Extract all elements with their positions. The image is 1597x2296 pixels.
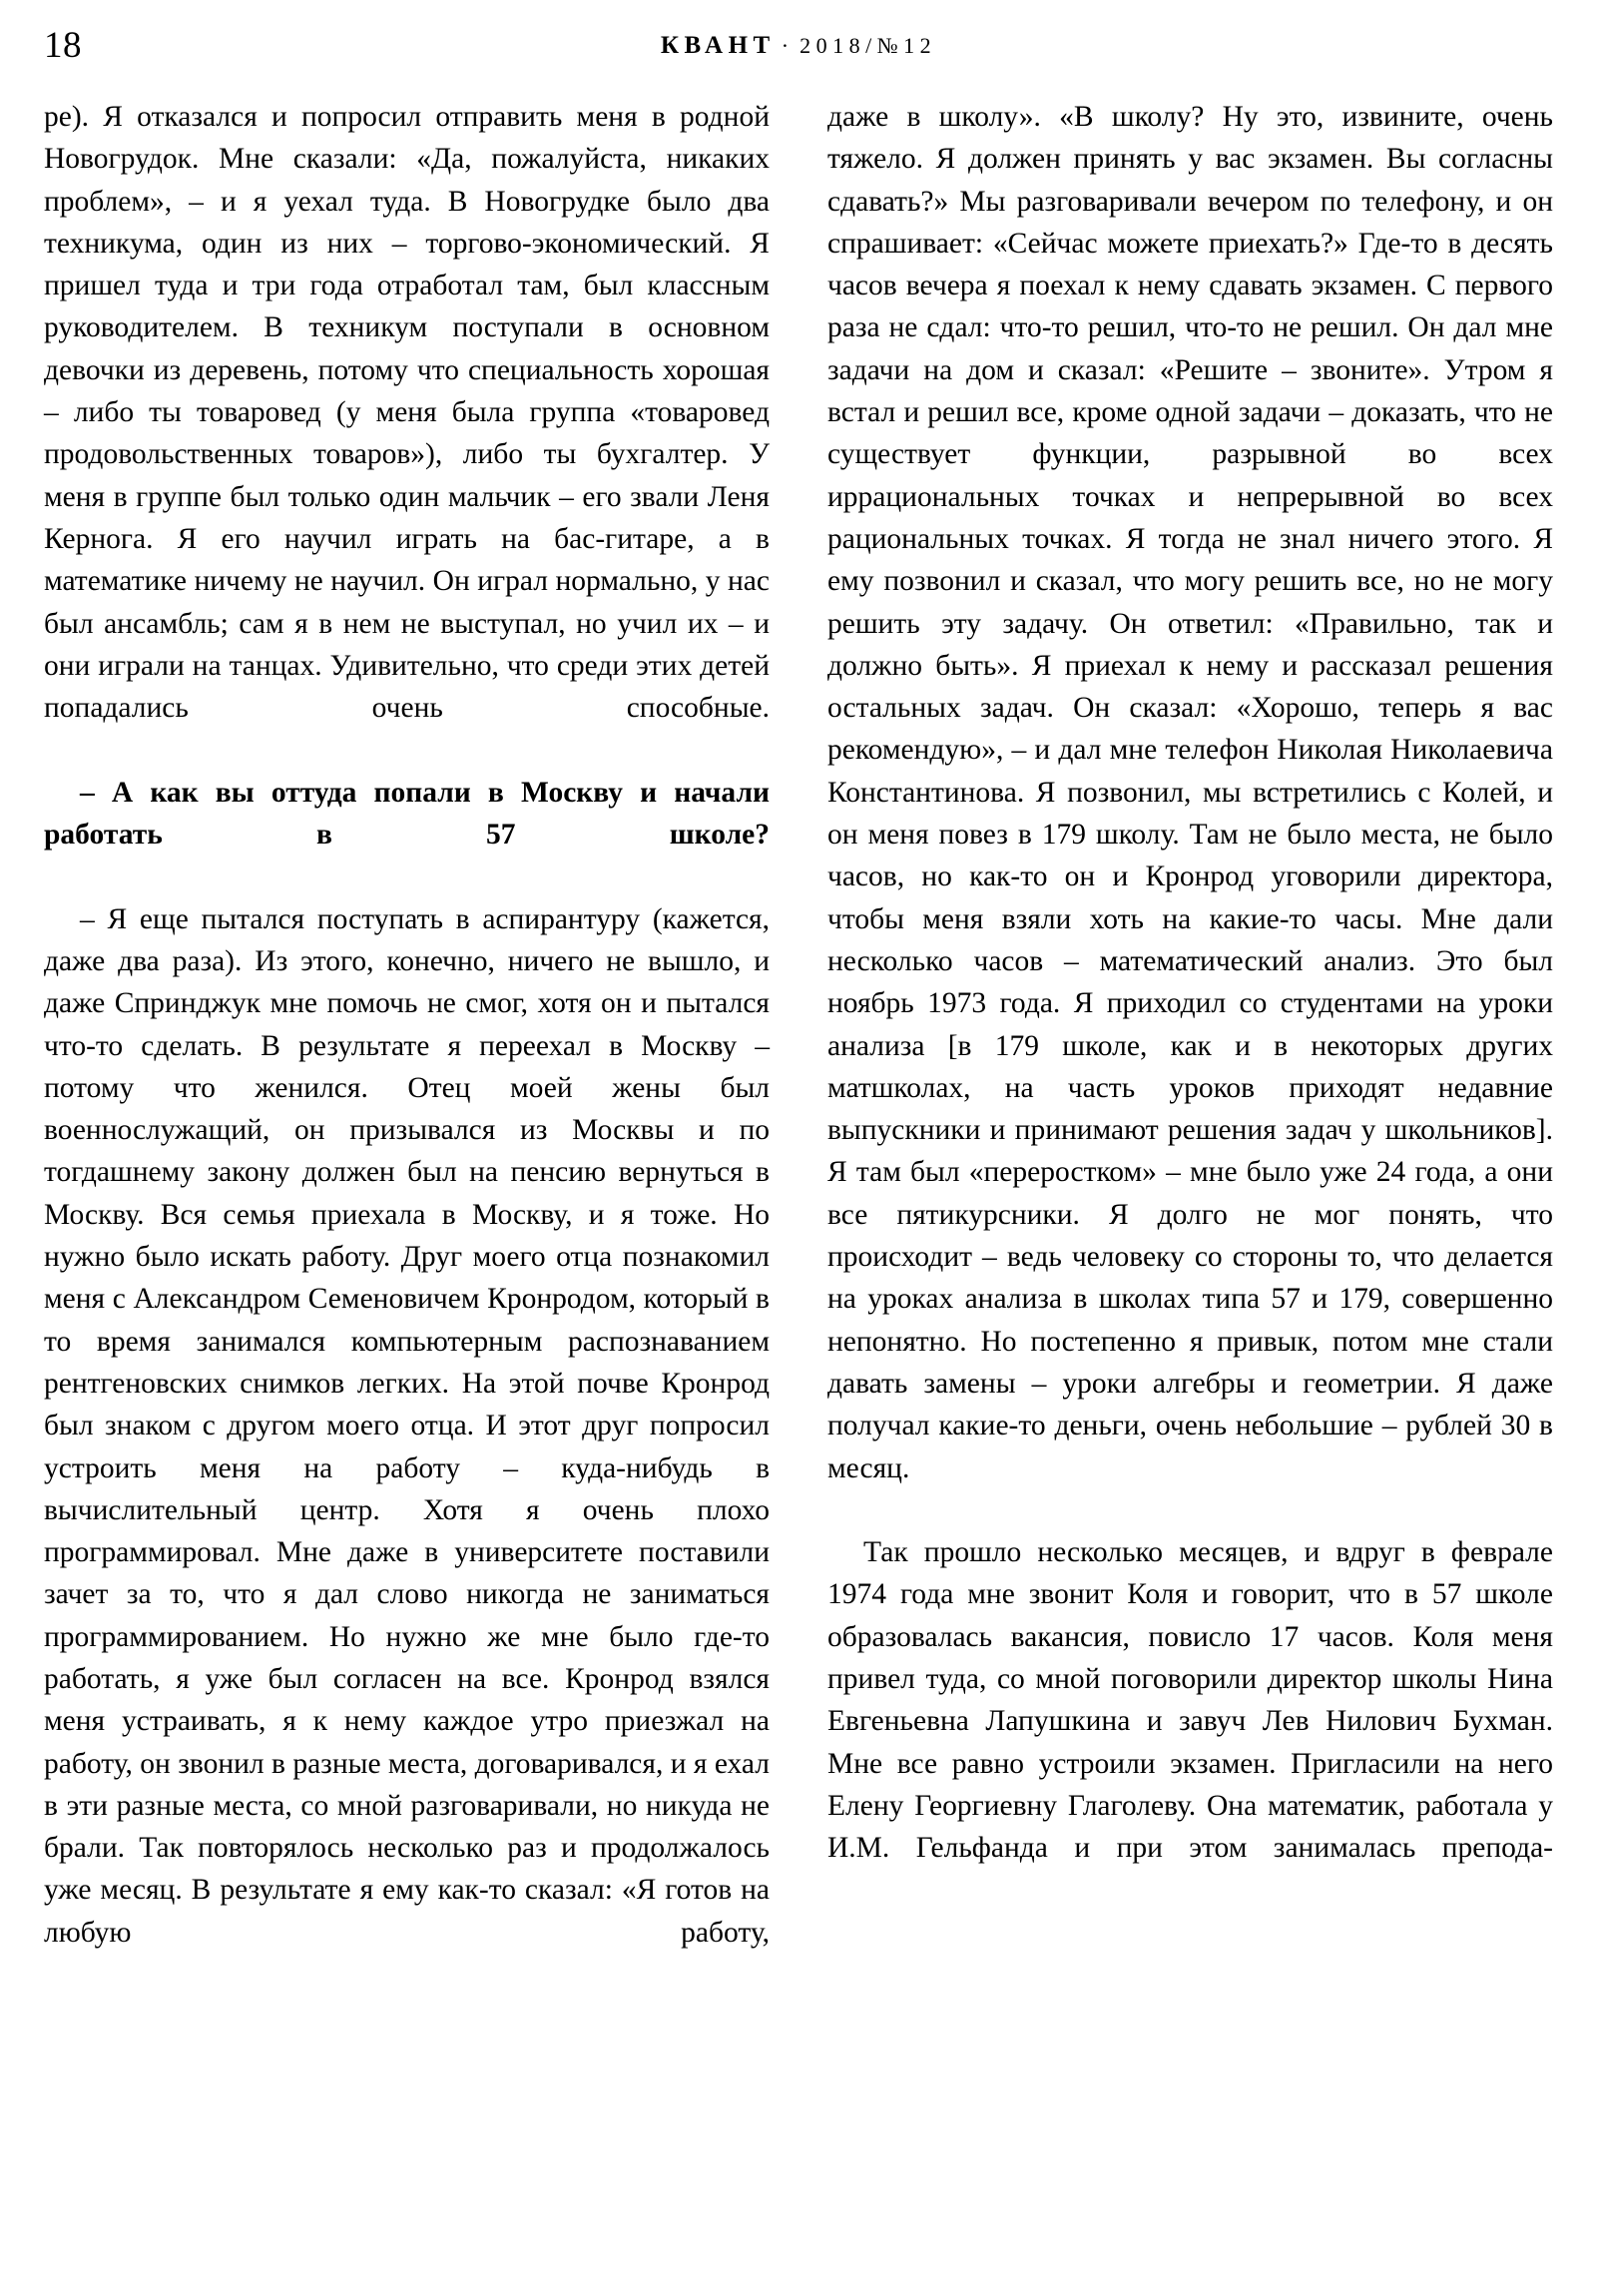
paragraph-continuation: ре). Я отказался и попросил отправить меня в родной Новогрудок. Мне сказали: «Да, пожалуйста, никаких проблем», – и я уехал туда. В Новогрудке было два техникума, один из них – торгово-экономический. Я пришел туда и три года отработал там, был классным руководителем. В техникум поступали в основном девочки из деревень, потому что специальность хорошая – либо ты товаровед (у меня была группа «товаровед продовольственных товаров»), либо ты бухгалтер. У меня в группе был только один мальчик – его звали Леня Кернога. Я его научил играть на бас-гитаре, а в математике ничему не научил. Он играл нормально, у нас был ансамбль; сам я в нем не выступал, но учил их – и они играли на танцах. Удивительно, что среди этих детей попадались очень способные. [44,101,770,725]
right-column [827,96,1553,2262]
page-number: 18 [44,25,82,66]
interview-answer: Так прошло несколько месяцев, и вдруг в феврале 1974 года мне звонит Коля и говорит, что в 57 школе образовалась вакансия, повисло 17 часов. Коля меня привел туда, со мной поговорили директор школы Нина Евгеньевна Лапушкина и завуч Лев Нилович Бухман. Мне все равно устроили экзамен. Пригласили на него Елену Георгиевну Глаголеву. Она математик, работала у И.М. Гельфанда и при этом занималась препода- [827,1536,1553,1865]
paragraph-continuation: даже в школу». «В школу? Ну это, извините, очень тяжело. Я должен принять у вас экзамен. Вы согласны сдавать?» Мы разговаривали вечером по телефону, и он спрашивает: «Сейчас можете приехать?» Где-то в десять часов вечера я поехал к нему сдавать экзамен. С первого раза не сдал: что-то решил, что-то не решил. Он дал мне задачи на дом и сказал: «Решите – звоните». Утром я встал и решил все, кроме одной задачи – доказать, что не существует функции, разрывной во всех иррациональных точках и непрерывной во всех рациональных точках. Я тогда не знал ничего этого. Я ему позвонил и сказал, что могу решить все, но не могу решить эту задачу. Он ответил: «Правильно, так и должно быть». Я приехал к нему и рассказал решения остальных задач. Он сказал: «Хорошо, теперь я вас рекомендую», – и дал мне телефон Николая Николаевича Константинова. Я позвонил, мы встретились с Колей, и он меня повез в 179 школу. Там не было места, не было часов, но как-то он и Кронрод уговорили директора, чтобы меня взяли хоть на какие-то часы. Мне дали несколько часов – математический анализ. Это был ноябрь 1973 года. Я приходил со студентами на уроки анализа [в 179 школе, как и в некоторых других матшколах, на часть уроков приходят недавние выпускники и принимают решения задач у школьников]. Я там был «переростком» – мне было уже 24 года, а они все пятикурсники. Я долго не мог понять, что происходит – ведь человеку со стороны то, что делается на уроках анализа в школах типа 57 и 179, совершенно непонятно. Но постепенно я привык, потом мне стали давать замены – уроки алгебры и геометрии. Я даже получал какие-то деньги, очень небольшие – рублей 30 в месяц. [827,101,1553,1484]
running-head-center [44,22,1553,73]
left-column [44,96,770,2262]
journal-title: КВАНТ [660,32,776,59]
running-head [44,22,1553,70]
interview-answer: – Я еще пытался поступать в аспирантуру (кажется, даже два раза). Из этого, конечно, ничего не вышло, и даже Спринджук мне помочь не смог, хотя он и пытался что-то сделать. В результате я переехал в Москву – потому что женился. Отец моей жены был военнослужащий, он призывался из Москвы и по тогдашнему закону должен был на пенсию вернуться в Москву. Вся семья приехала в Москву, и я тоже. Но нужно было искать работу. Друг моего отца познакомил меня с Александром Семеновичем Кронродом, который в то время занимался компьютерным распознаванием рентгеновских снимков легких. На этой почве Кронрод был знаком с другом моего отца. И этот друг попросил устроить меня на работу – куда-нибудь в вычислительный центр. Хотя я очень плохо программировал. Мне даже в университете поставили зачет за то, что я дал слово никогда не заниматься программированием. Но нужно же мне было где-то работать, я уже был согласен на все. Кронрод взялся меня устраивать, я к нему каждое утро приезжал на работу, он звонил в разные места, договаривался, и я ехал в эти разные места, со мной разговаривали, но никуда не брали. Так повторялось несколько раз и продолжалось уже месяц. В результате я ему как-то сказал: «Я готов на любую работу, [44,902,770,1949]
head-separator-dot: · [781,33,795,58]
issue-label: 2018/№12 [799,33,937,58]
body-columns [44,96,1553,2262]
interview-question: – А как вы оттуда попали в Москву и начали работать в 57 школе? [44,776,770,852]
